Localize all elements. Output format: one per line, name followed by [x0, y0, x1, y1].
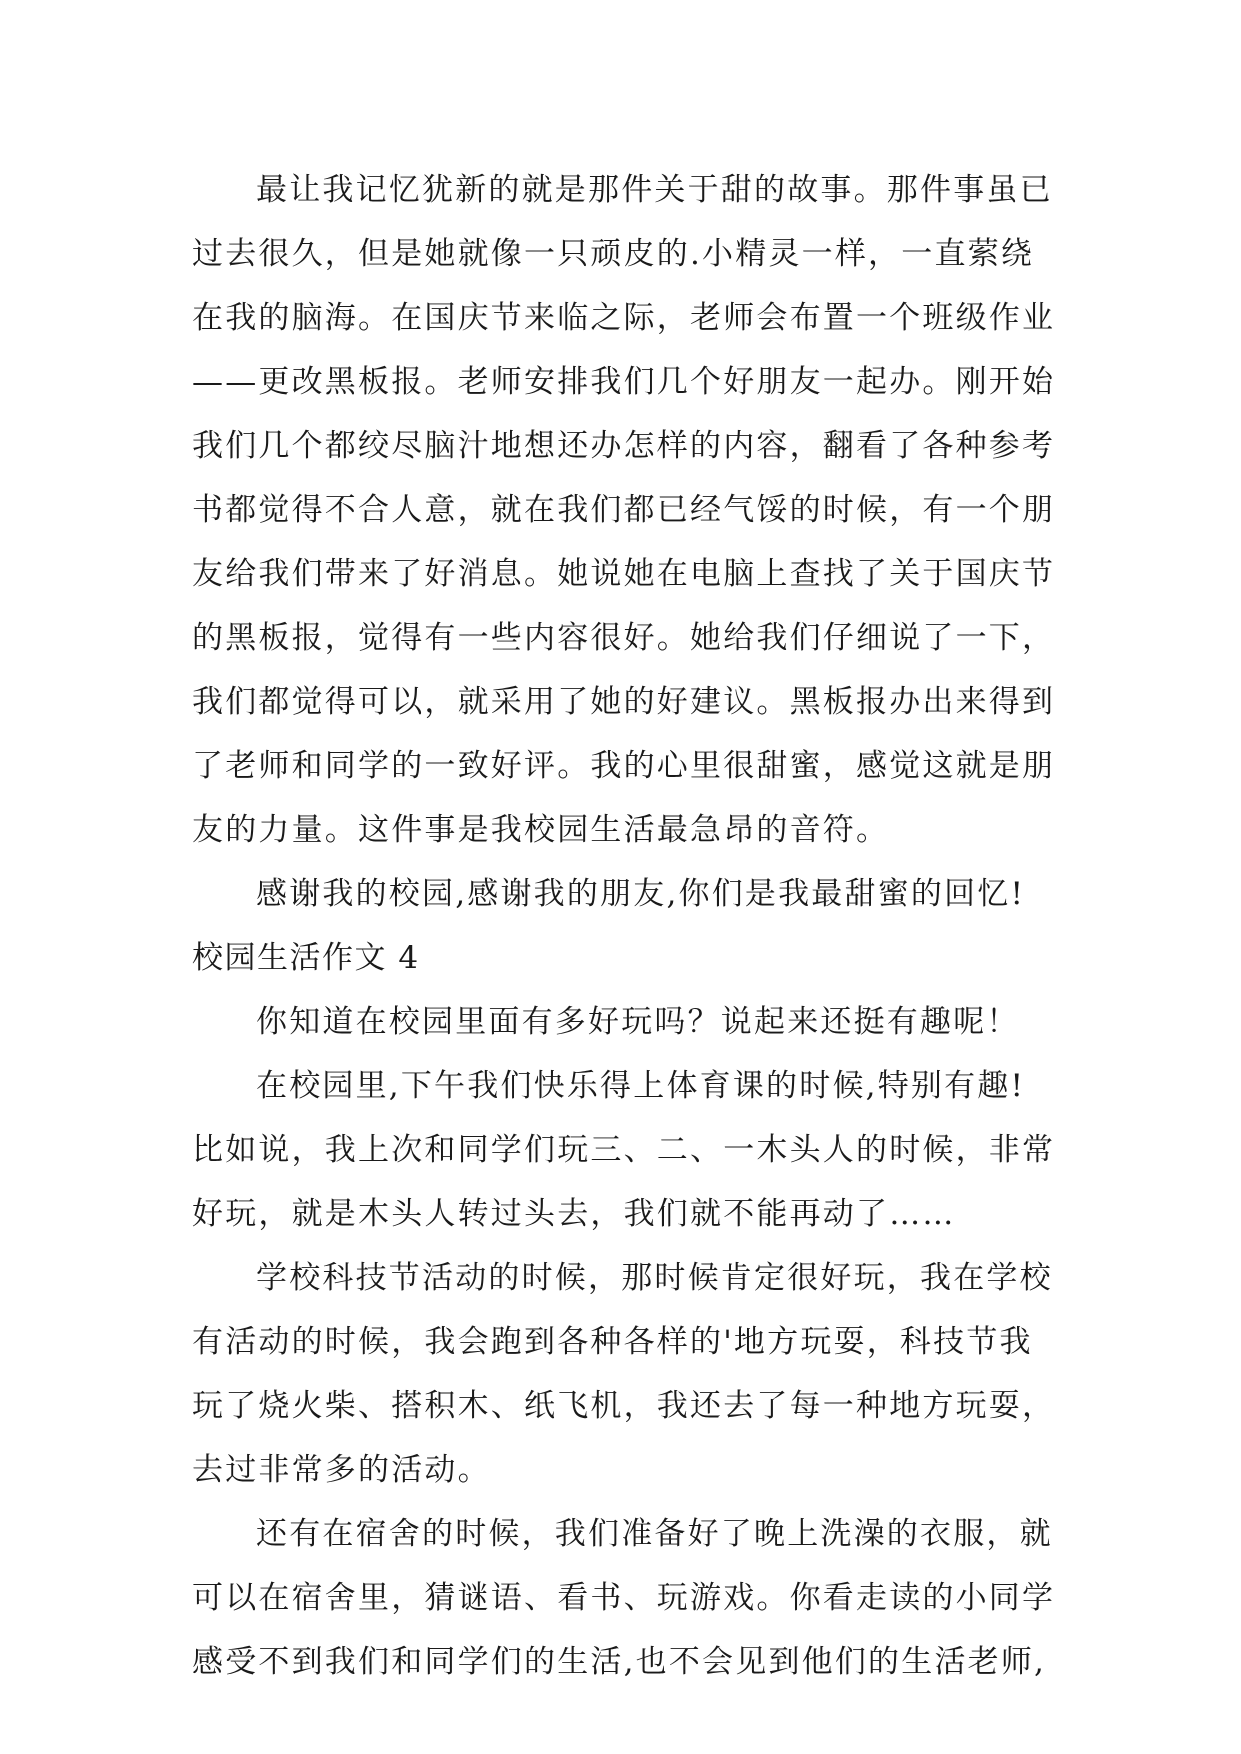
- text-line: 最让我记忆犹新的就是那件关于甜的故事。那件事虽已: [256, 172, 1053, 208]
- text-line: 还有在宿舍的时候，我们准备好了晚上洗澡的衣服，就: [256, 1516, 1053, 1552]
- text-line: 在我的脑海。在国庆节来临之际，老师会布置一个班级作业: [192, 300, 1056, 336]
- text-line: 好玩，就是木头人转过头去，我们就不能再动了……: [192, 1196, 956, 1232]
- text-line: 感受不到我们和同学们的生活,也不会见到他们的生活老师,: [192, 1644, 1047, 1680]
- text-line: 感谢我的校园,感谢我的朋友,你们是我最甜蜜的回忆!: [256, 876, 1026, 912]
- text-line: 比如说，我上次和同学们玩三、二、一木头人的时候，非常: [192, 1132, 1056, 1168]
- text-line: 学校科技节活动的时候，那时候肯定很好玩，我在学校: [256, 1260, 1053, 1296]
- essay-text: [192, 158, 1057, 1694]
- text-line: 我们都觉得可以，就采用了她的好建议。黑板报办出来得到: [192, 684, 1056, 720]
- text-line: 有活动的时候，我会跑到各种各样的'地方玩耍，科技节我: [192, 1324, 1033, 1360]
- text-line: ——更改黑板报。老师安排我们几个好朋友一起办。刚开始: [192, 364, 1056, 400]
- text-line: 友给我们带来了好消息。她说她在电脑上查找了关于国庆节: [192, 556, 1056, 592]
- text-line: 的黑板报，觉得有一些内容很好。她给我们仔细说了一下，: [192, 620, 1056, 656]
- text-line: 过去很久，但是她就像一只顽皮的.小精灵一样，一直萦绕: [192, 236, 1035, 272]
- text-line: 友的力量。这件事是我校园生活最急昂的音符。: [192, 812, 890, 848]
- text-line: 在校园里,下午我们快乐得上体育课的时候,特别有趣!: [256, 1068, 1026, 1104]
- text-line: 书都觉得不合人意，就在我们都已经气馁的时候，有一个朋: [192, 492, 1056, 528]
- text-line: 了老师和同学的一致好评。我的心里很甜蜜，感觉这就是朋: [192, 748, 1056, 784]
- text-line: 我们几个都绞尽脑汁地想还办怎样的内容，翻看了各种参考: [192, 428, 1056, 464]
- text-line: 可以在宿舍里，猜谜语、看书、玩游戏。你看走读的小同学: [192, 1580, 1056, 1616]
- section-heading: 校园生活作文 4: [192, 940, 420, 976]
- text-line: 玩了烧火柴、搭积木、纸飞机，我还去了每一种地方玩耍，: [192, 1388, 1056, 1424]
- text-line: 去过非常多的活动。: [192, 1452, 491, 1488]
- text-line: 你知道在校园里面有多好玩吗？说起来还挺有趣呢！: [256, 1004, 1020, 1040]
